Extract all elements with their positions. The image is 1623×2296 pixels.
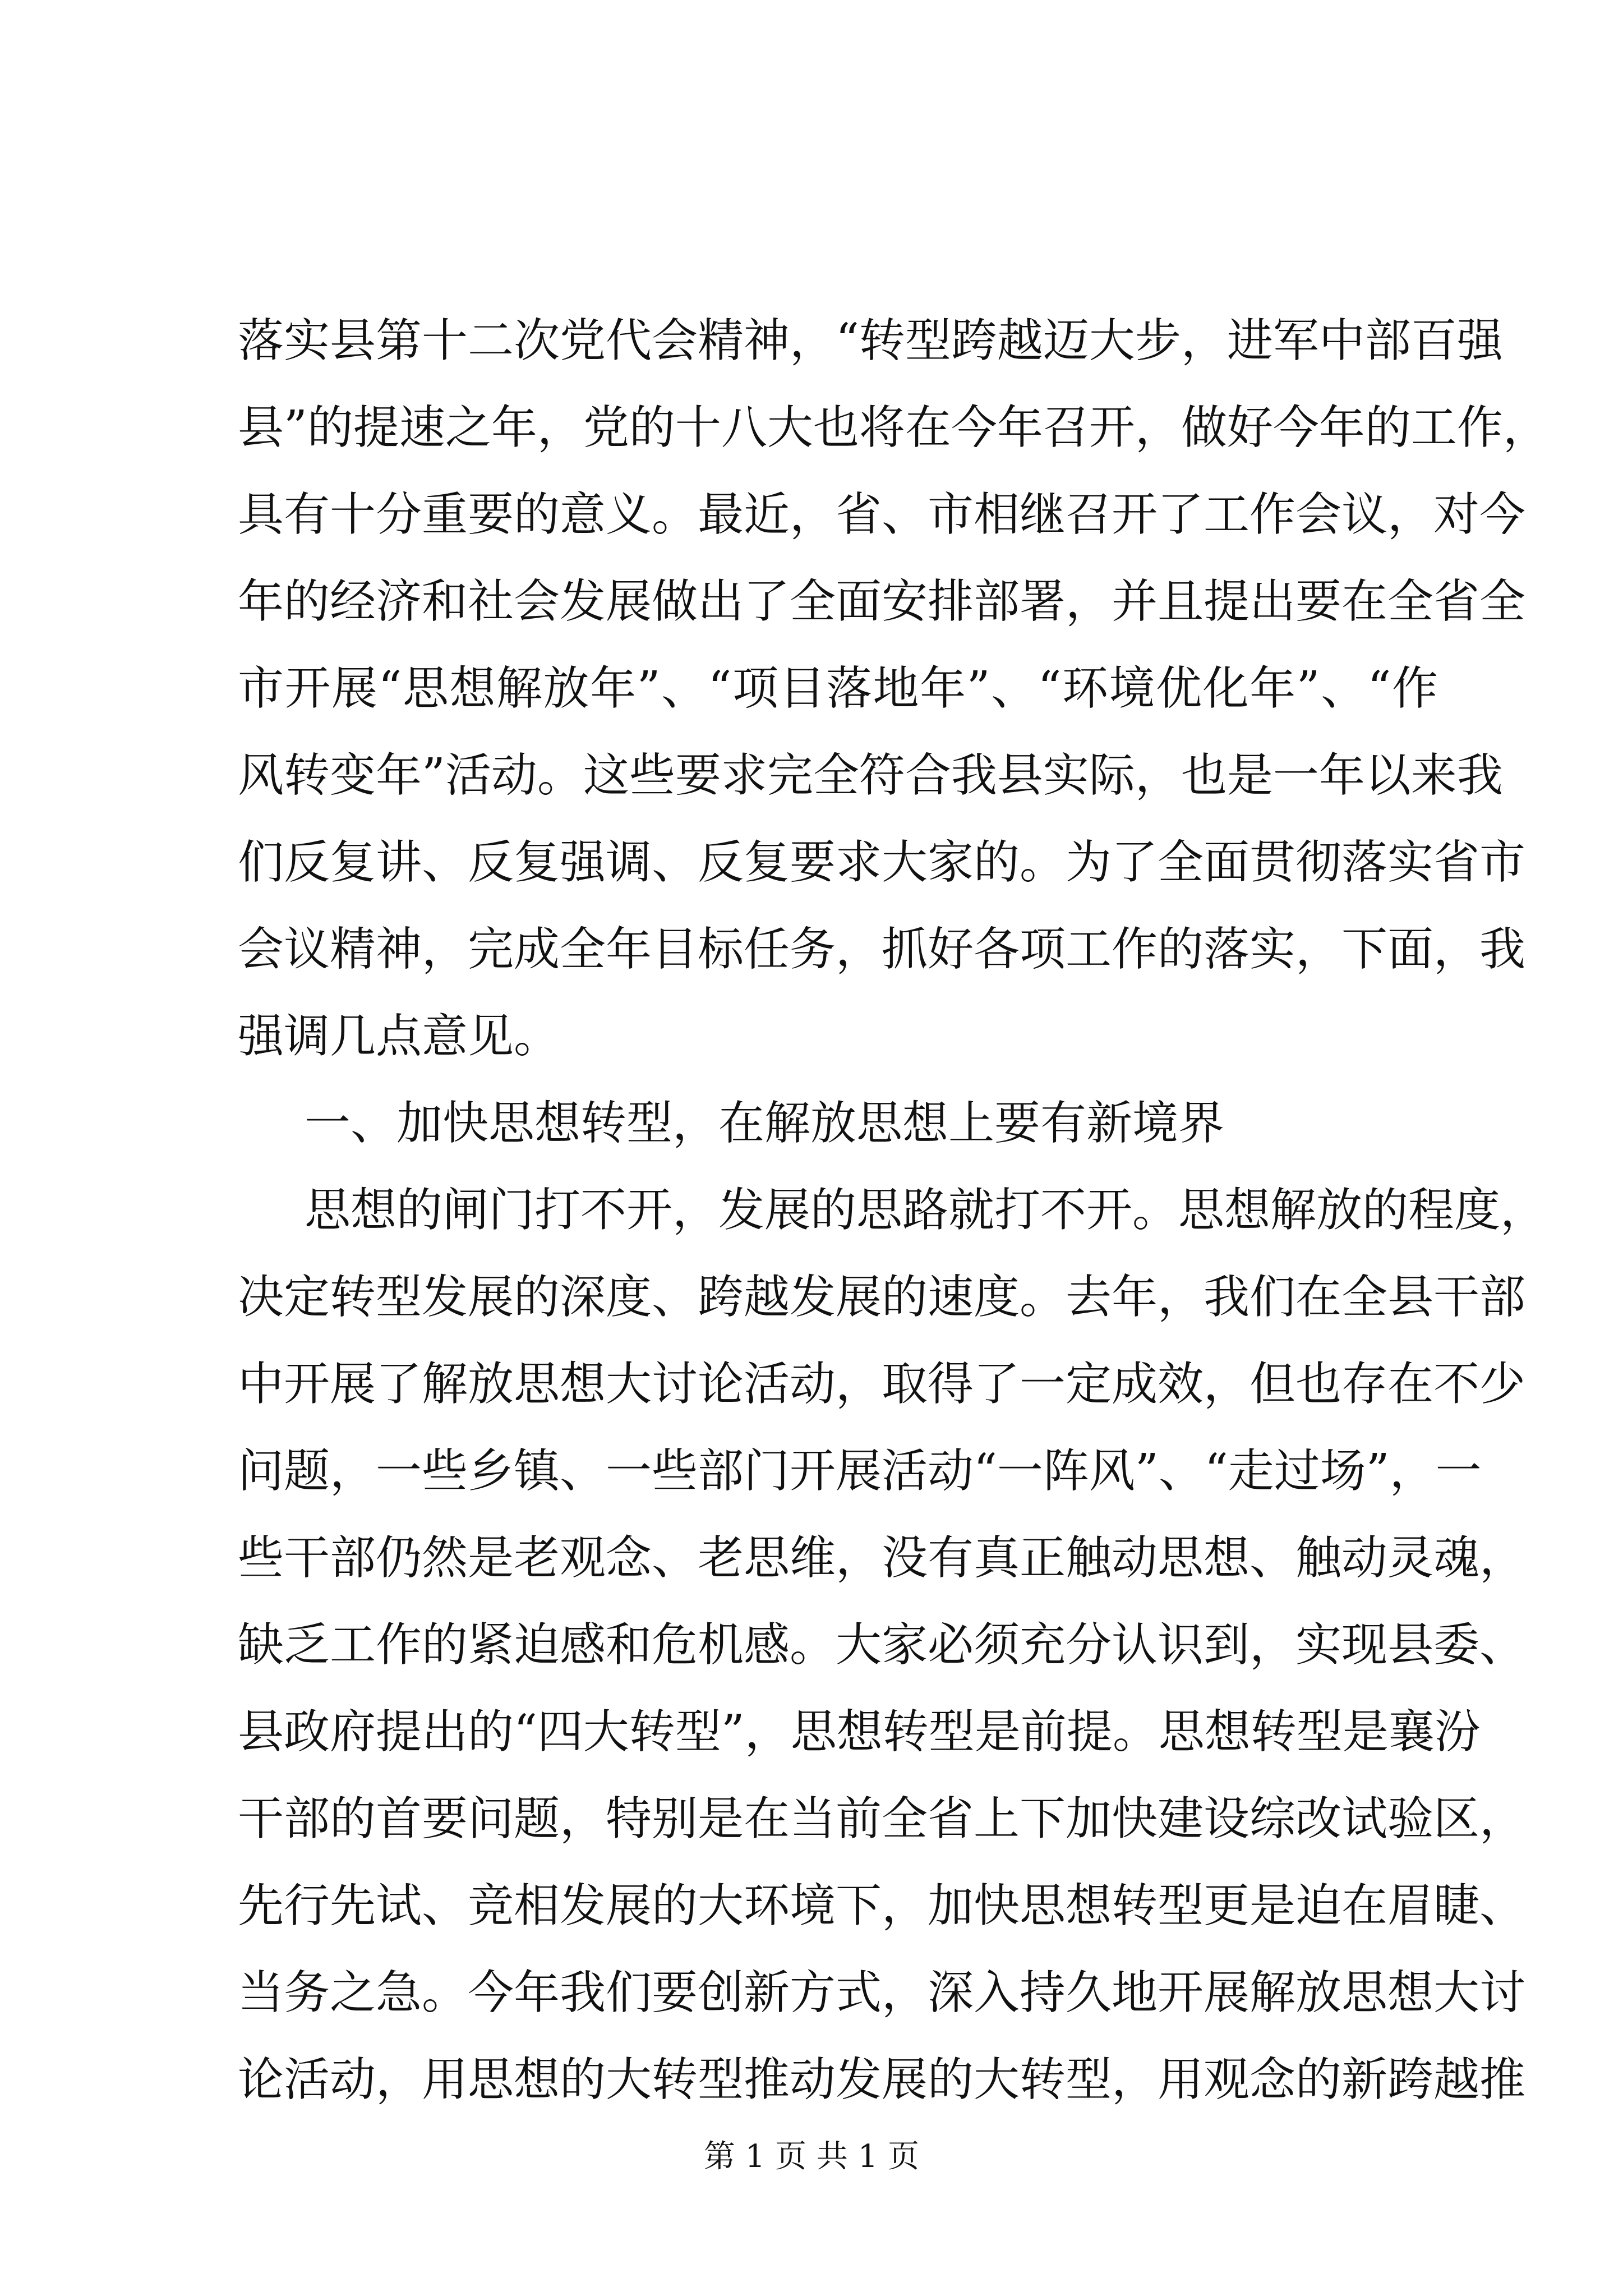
paragraph-line: 决定转型发展的深度、跨越发展的速度。去年，我们在全县干部 <box>238 1271 1526 1324</box>
paragraph-line: 会议精神，完成全年目标任务，抓好各项工作的落实，下面，我 <box>238 923 1526 976</box>
paragraph-line: 缺乏工作的紧迫感和危机感。大家必须充分认识到，实现县委、 <box>238 1618 1526 1672</box>
section-heading: 一、加快思想转型，在解放思想上要有新境界 <box>305 1097 1225 1150</box>
paragraph-line: 论活动，用思想的大转型推动发展的大转型，用观念的新跨越推 <box>238 2053 1526 2106</box>
paragraph-line: 落实县第十二次党代会精神，“转型跨越迈大步，进军中部百强 <box>238 314 1503 367</box>
paragraph-line: 县政府提出的“四大转型”，思想转型是前提。思想转型是襄汾 <box>238 1705 1481 1759</box>
paragraph-line: 干部的首要问题，特别是在当前全省上下加快建设综改试验区， <box>238 1792 1526 1846</box>
paragraph-line: 们反复讲、反复强调、反复要求大家的。为了全面贯彻落实省市 <box>238 836 1526 889</box>
paragraph-line: 当务之急。今年我们要创新方式，深入持久地开展解放思想大讨 <box>238 1966 1526 2019</box>
page-footer: 第 1 页 共 1 页 <box>703 2138 920 2175</box>
paragraph-line: 中开展了解放思想大讨论活动，取得了一定成效，但也存在不少 <box>238 1358 1526 1411</box>
paragraph-line: 强调几点意见。 <box>238 1010 560 1063</box>
paragraph-line: 风转变年”活动。这些要求完全符合我县实际，也是一年以来我 <box>238 749 1503 802</box>
paragraph-line: 市开展“思想解放年”、“项目落地年”、“环境优化年”、“作 <box>238 662 1438 715</box>
paragraph-line: 思想的闸门打不开，发展的思路就打不开。思想解放的程度， <box>305 1184 1547 1237</box>
paragraph-line: 些干部仍然是老观念、老思维，没有真正触动思想、触动灵魂， <box>238 1531 1526 1585</box>
paragraph-line: 县”的提速之年，党的十八大也将在今年召开，做好今年的工作， <box>238 401 1549 454</box>
paragraph-line: 先行先试、竞相发展的大环境下，加快思想转型更是迫在眉睫、 <box>238 1879 1526 1932</box>
paragraph-line: 年的经济和社会发展做出了全面安排部署，并且提出要在全省全 <box>238 575 1526 628</box>
paragraph-line: 具有十分重要的意义。最近，省、市相继召开了工作会议，对今 <box>238 488 1526 541</box>
paragraph-line: 问题，一些乡镇、一些部门开展活动“一阵风”、“走过场”，一 <box>238 1444 1482 1498</box>
